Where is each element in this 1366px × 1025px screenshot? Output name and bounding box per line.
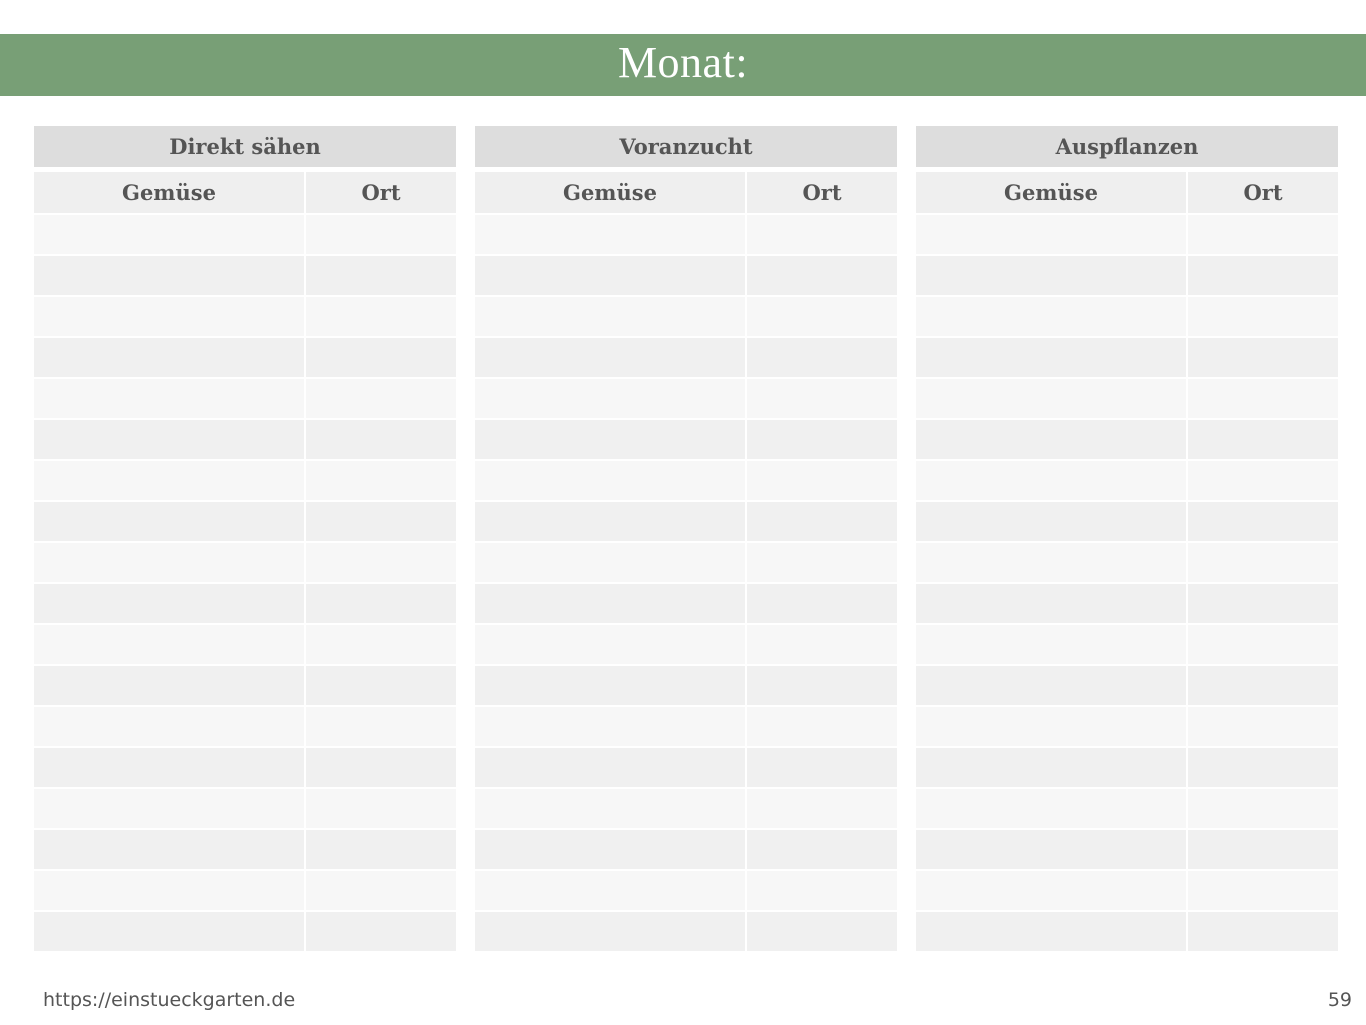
- table-row: [34, 338, 456, 377]
- section-title: Voranzucht: [475, 126, 897, 167]
- vegetable-cell: [475, 830, 745, 869]
- section-title: Direkt sähen: [34, 126, 456, 167]
- place-cell: [1188, 625, 1338, 664]
- vegetable-cell: [475, 461, 745, 500]
- vegetable-cell: [916, 625, 1186, 664]
- place-cell: [747, 379, 897, 418]
- place-cell: [1188, 215, 1338, 254]
- place-cell: [747, 912, 897, 951]
- column-header-row: [475, 172, 897, 213]
- vegetable-cell: [34, 379, 304, 418]
- table-row: [916, 625, 1338, 664]
- table-row: [916, 420, 1338, 459]
- place-cell: [1188, 461, 1338, 500]
- table-row: [34, 256, 456, 295]
- table-row: [34, 748, 456, 787]
- place-cell: [747, 625, 897, 664]
- table-row: [475, 707, 897, 746]
- vegetable-cell: [475, 584, 745, 623]
- place-cell: [747, 871, 897, 910]
- column-header-place: Ort: [747, 172, 897, 213]
- table-row: [475, 215, 897, 254]
- table-row: [34, 789, 456, 828]
- table-row: [916, 912, 1338, 951]
- place-cell: [1188, 338, 1338, 377]
- place-cell: [747, 461, 897, 500]
- place-cell: [747, 543, 897, 582]
- place-cell: [747, 420, 897, 459]
- table-row: [916, 830, 1338, 869]
- place-cell: [1188, 584, 1338, 623]
- table-row: [34, 420, 456, 459]
- table-row: [475, 584, 897, 623]
- table-body: [916, 215, 1338, 951]
- vegetable-cell: [34, 830, 304, 869]
- vegetable-cell: [475, 871, 745, 910]
- table-row: [34, 666, 456, 705]
- vegetable-cell: [34, 502, 304, 541]
- table-row: [475, 379, 897, 418]
- vegetable-cell: [916, 748, 1186, 787]
- column-header-vegetable: Gemüse: [475, 172, 745, 213]
- page-title: Monat:: [617, 38, 749, 87]
- section-title: Auspflanzen: [916, 126, 1338, 167]
- vegetable-cell: [34, 256, 304, 295]
- place-cell: [747, 666, 897, 705]
- table-row: [475, 256, 897, 295]
- vegetable-cell: [916, 420, 1186, 459]
- table-row: [34, 297, 456, 336]
- place-cell: [1188, 297, 1338, 336]
- column-header-place: Ort: [306, 172, 456, 213]
- place-cell: [1188, 748, 1338, 787]
- vegetable-cell: [916, 912, 1186, 951]
- table-body: [475, 215, 897, 951]
- table-row: [916, 215, 1338, 254]
- vegetable-cell: [34, 789, 304, 828]
- place-cell: [306, 297, 456, 336]
- section-planting-out: [916, 126, 1338, 951]
- column-header-row: [34, 172, 456, 213]
- vegetable-cell: [475, 256, 745, 295]
- section-pre-growing: [475, 126, 897, 951]
- table-row: [916, 871, 1338, 910]
- footer-url: https://einstueckgarten.de: [43, 989, 296, 1011]
- table-row: [34, 707, 456, 746]
- table-row: [475, 461, 897, 500]
- place-cell: [747, 256, 897, 295]
- vegetable-cell: [475, 379, 745, 418]
- table-row: [475, 543, 897, 582]
- place-cell: [306, 748, 456, 787]
- place-cell: [1188, 256, 1338, 295]
- table-row: [916, 789, 1338, 828]
- vegetable-cell: [475, 215, 745, 254]
- vegetable-cell: [916, 256, 1186, 295]
- place-cell: [306, 666, 456, 705]
- vegetable-cell: [34, 584, 304, 623]
- vegetable-cell: [916, 707, 1186, 746]
- vegetable-cell: [916, 789, 1186, 828]
- vegetable-cell: [34, 707, 304, 746]
- table-row: [34, 543, 456, 582]
- vegetable-cell: [34, 461, 304, 500]
- column-header-vegetable: Gemüse: [916, 172, 1186, 213]
- vegetable-cell: [916, 297, 1186, 336]
- table-row: [475, 789, 897, 828]
- vegetable-cell: [34, 420, 304, 459]
- table-row: [916, 666, 1338, 705]
- place-cell: [306, 256, 456, 295]
- place-cell: [747, 338, 897, 377]
- table-row: [916, 461, 1338, 500]
- vegetable-cell: [475, 912, 745, 951]
- table-row: [916, 502, 1338, 541]
- table-row: [34, 379, 456, 418]
- table-row: [916, 256, 1338, 295]
- vegetable-cell: [916, 830, 1186, 869]
- place-cell: [747, 297, 897, 336]
- vegetable-cell: [475, 748, 745, 787]
- vegetable-cell: [34, 297, 304, 336]
- column-header-row: [916, 172, 1338, 213]
- place-cell: [306, 707, 456, 746]
- vegetable-cell: [916, 584, 1186, 623]
- place-cell: [1188, 543, 1338, 582]
- vegetable-cell: [916, 215, 1186, 254]
- vegetable-cell: [475, 543, 745, 582]
- table-row: [34, 461, 456, 500]
- table-row: [34, 502, 456, 541]
- table-row: [34, 584, 456, 623]
- table-row: [475, 297, 897, 336]
- vegetable-cell: [916, 871, 1186, 910]
- vegetable-cell: [916, 379, 1186, 418]
- table-row: [916, 379, 1338, 418]
- place-cell: [1188, 789, 1338, 828]
- place-cell: [306, 830, 456, 869]
- vegetable-cell: [916, 338, 1186, 377]
- vegetable-cell: [34, 543, 304, 582]
- vegetable-cell: [475, 338, 745, 377]
- table-row: [916, 748, 1338, 787]
- place-cell: [1188, 666, 1338, 705]
- place-cell: [747, 830, 897, 869]
- table-row: [475, 502, 897, 541]
- vegetable-cell: [916, 666, 1186, 705]
- vegetable-cell: [475, 502, 745, 541]
- table-row: [475, 912, 897, 951]
- place-cell: [306, 912, 456, 951]
- table-row: [34, 625, 456, 664]
- vegetable-cell: [475, 707, 745, 746]
- place-cell: [1188, 707, 1338, 746]
- vegetable-cell: [34, 748, 304, 787]
- page-number: 59: [1327, 989, 1352, 1011]
- month-banner: [0, 34, 1366, 96]
- vegetable-cell: [34, 338, 304, 377]
- place-cell: [306, 461, 456, 500]
- table-row: [34, 215, 456, 254]
- place-cell: [306, 420, 456, 459]
- vegetable-cell: [34, 912, 304, 951]
- table-row: [916, 543, 1338, 582]
- vegetable-cell: [34, 215, 304, 254]
- table-row: [475, 625, 897, 664]
- table-row: [916, 338, 1338, 377]
- vegetable-cell: [475, 297, 745, 336]
- table-body: [34, 215, 456, 951]
- table-row: [475, 830, 897, 869]
- vegetable-cell: [475, 625, 745, 664]
- place-cell: [747, 707, 897, 746]
- vegetable-cell: [916, 543, 1186, 582]
- place-cell: [306, 338, 456, 377]
- vegetable-cell: [34, 871, 304, 910]
- table-row: [916, 707, 1338, 746]
- place-cell: [306, 625, 456, 664]
- place-cell: [306, 789, 456, 828]
- place-cell: [1188, 502, 1338, 541]
- place-cell: [1188, 871, 1338, 910]
- place-cell: [306, 543, 456, 582]
- place-cell: [747, 748, 897, 787]
- column-header-place: Ort: [1188, 172, 1338, 213]
- table-row: [475, 338, 897, 377]
- place-cell: [747, 502, 897, 541]
- table-row: [475, 420, 897, 459]
- place-cell: [747, 789, 897, 828]
- place-cell: [747, 215, 897, 254]
- vegetable-cell: [916, 461, 1186, 500]
- place-cell: [1188, 830, 1338, 869]
- vegetable-cell: [475, 420, 745, 459]
- table-row: [34, 912, 456, 951]
- place-cell: [306, 871, 456, 910]
- vegetable-cell: [34, 625, 304, 664]
- table-row: [475, 748, 897, 787]
- section-direct-sowing: [34, 126, 456, 951]
- place-cell: [306, 502, 456, 541]
- vegetable-cell: [475, 789, 745, 828]
- table-row: [34, 871, 456, 910]
- place-cell: [306, 215, 456, 254]
- vegetable-cell: [34, 666, 304, 705]
- table-row: [916, 584, 1338, 623]
- table-row: [475, 871, 897, 910]
- table-row: [916, 297, 1338, 336]
- place-cell: [1188, 912, 1338, 951]
- place-cell: [306, 584, 456, 623]
- place-cell: [747, 584, 897, 623]
- place-cell: [1188, 420, 1338, 459]
- place-cell: [306, 379, 456, 418]
- table-row: [34, 830, 456, 869]
- column-header-vegetable: Gemüse: [34, 172, 304, 213]
- vegetable-cell: [475, 666, 745, 705]
- place-cell: [1188, 379, 1338, 418]
- vegetable-cell: [916, 502, 1186, 541]
- table-row: [475, 666, 897, 705]
